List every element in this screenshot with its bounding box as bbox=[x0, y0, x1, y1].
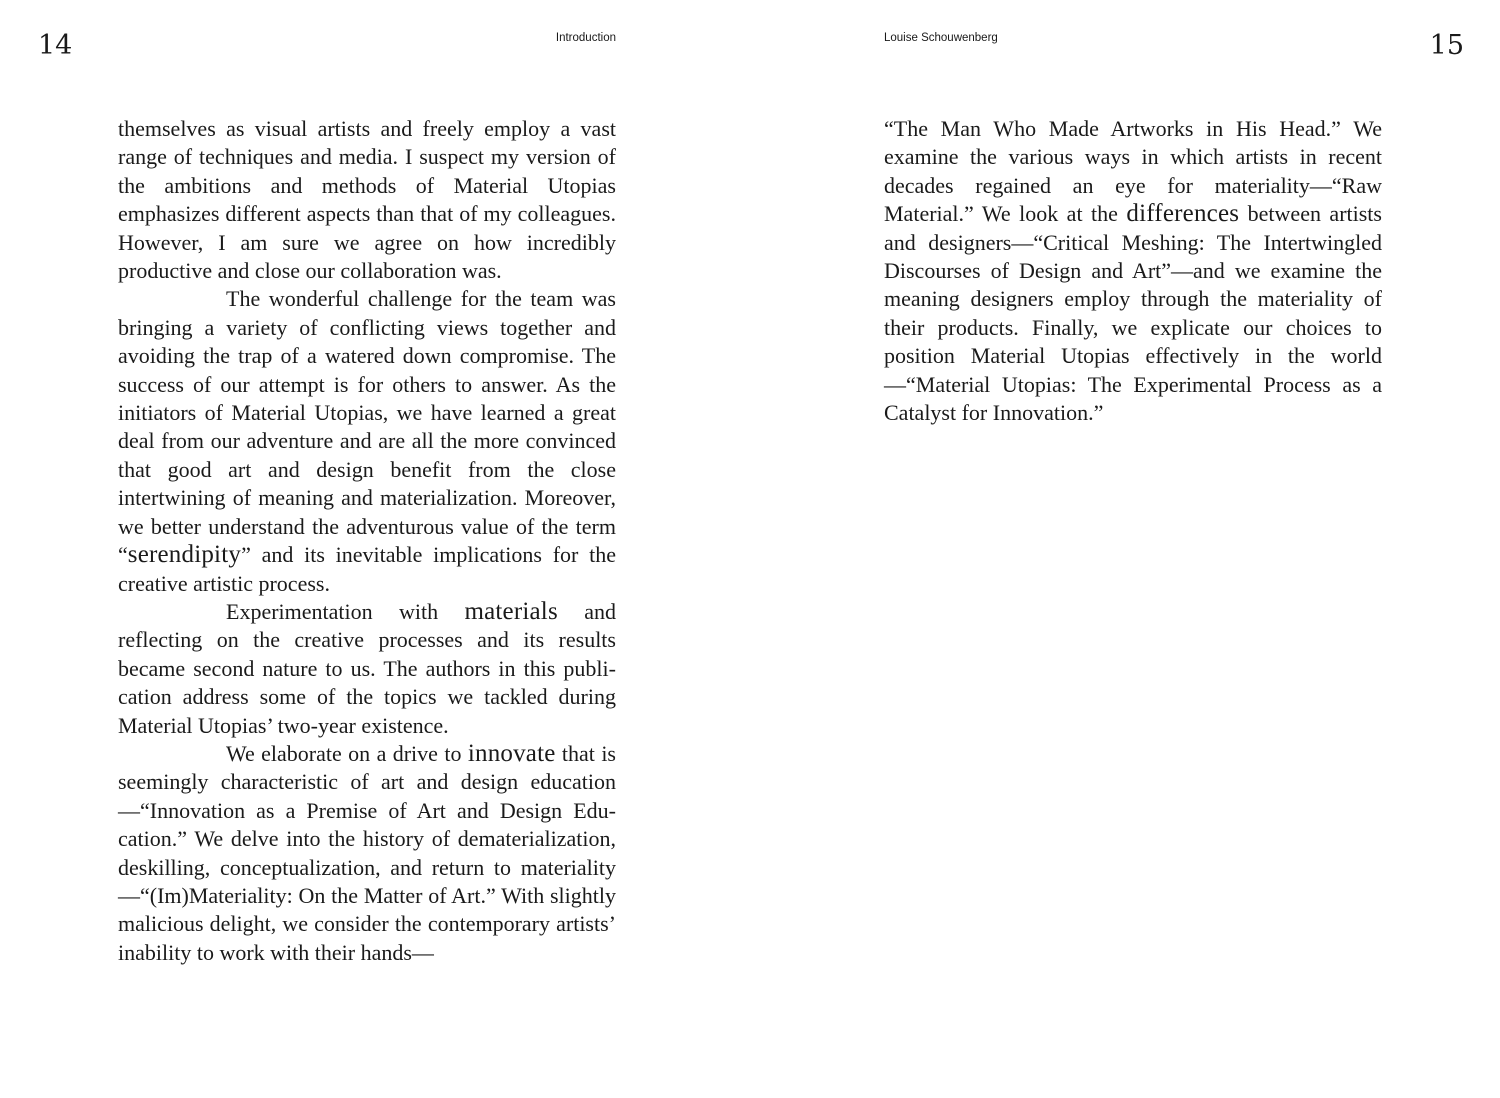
text-run: “The Man Who Made Artworks in His Head.” We examine the various ways in which artists in recent decades regained an eye for materiality—“Raw Material.” We look at the bbox=[884, 116, 1382, 227]
text-run: themselves as visual artists and freely employ a vast range of techniques and media. I suspect my version of the ambitions and methods of Material Utopias emphasizes different aspects than that of my colleagues. However, I am sure we agree on how incredibly productive and close our collaboration was. bbox=[118, 116, 616, 284]
text-run: between artists and designers—“Critical Meshing: The Intertwingled Discourses of Design and Art”—and we examine the meaning designers employ through the materiality of their products. Finally, we explicate our choices to position Material Utopias effectively in the world—“Material Utopias: The Experimental Process as a Catalyst for Innovation.” bbox=[884, 201, 1382, 426]
text-run: The wonderful challenge for the team was bringing a variety of conflicting views together and avoiding the trap of a watered down compromise. The success of our attempt is for others to answer. As the initiators of Material Utopias, we have learned a great deal from our adventure and are all the more convinced that good art and design benefit from the close intertwining of meaning and materialization. Moreover, we better understand the adventurous value of the term “ bbox=[118, 286, 616, 568]
emphasized-word: differences bbox=[1126, 200, 1240, 228]
running-head: Louise Schouwenberg bbox=[884, 32, 998, 44]
page-number: 14 bbox=[38, 30, 73, 61]
text-run: Experimentation with bbox=[226, 598, 465, 624]
paragraph bbox=[118, 598, 616, 740]
body-text bbox=[884, 115, 1382, 427]
right-page bbox=[750, 0, 1500, 1098]
text-run: that is seemingly characteristic of art and design education—“Innovation as a Premise of Art and Design Education.” We delve into the history of dematerialization, deskilling, conceptualization, and return to materiality—“(Im)Materiality: On the Matter of Art.” With slightly malicious delight, we consider the contemporary artists’ inability to work with their hands— bbox=[118, 740, 616, 965]
emphasized-word: innovate bbox=[467, 739, 556, 767]
text-run: ” and its inevitable implications for the creative artistic process. bbox=[118, 542, 616, 596]
emphasized-word: materials bbox=[464, 597, 558, 625]
emphasized-word: serendipity bbox=[127, 541, 242, 569]
body-text bbox=[118, 115, 616, 967]
text-run: and reflecting on the creative processes and its results became second nature to us. The authors in this publication address some of the topics we tackled during Material Utopias’ two-year existence. bbox=[118, 598, 617, 738]
paragraph bbox=[884, 115, 1382, 427]
page-number: 15 bbox=[1429, 30, 1464, 61]
running-head: Introduction bbox=[555, 32, 616, 44]
paragraph bbox=[118, 115, 616, 285]
text-run: We elaborate on a drive to bbox=[226, 740, 468, 766]
paragraph bbox=[118, 285, 616, 597]
paragraph bbox=[118, 740, 616, 967]
